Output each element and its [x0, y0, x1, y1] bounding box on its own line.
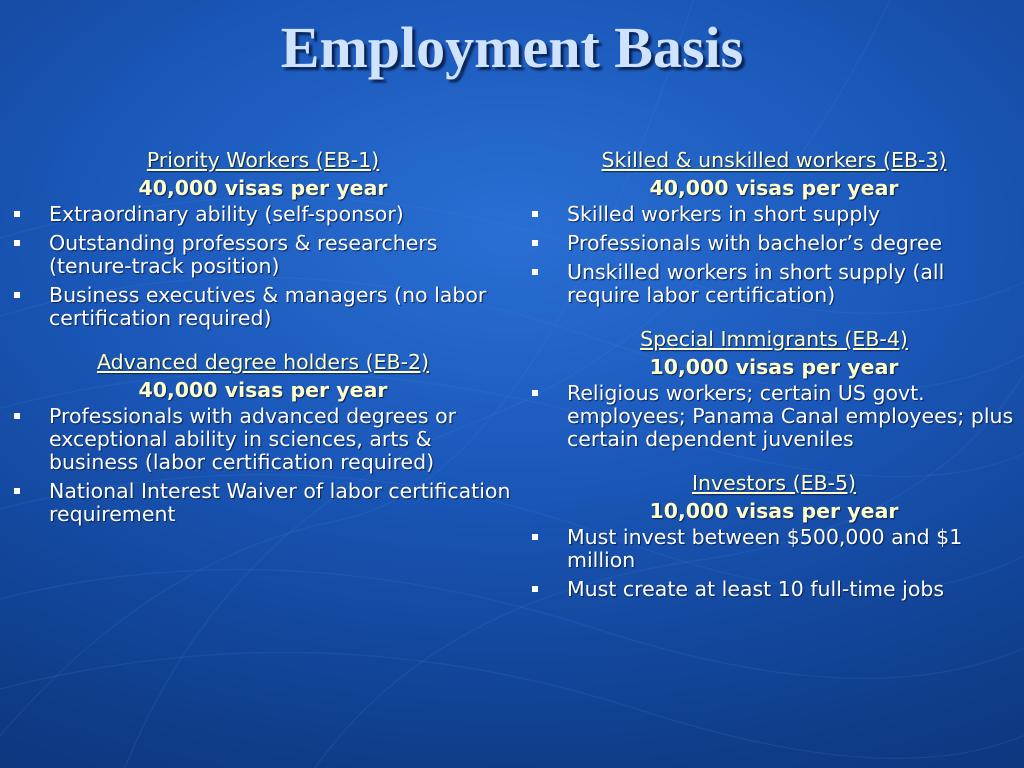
list-item	[10, 480, 516, 526]
eb5-visas: 10,000 visas per year	[649, 499, 899, 523]
eb4-section	[528, 325, 1020, 451]
bullet-text: Extraordinary ability (self-sponsor)	[49, 202, 404, 226]
eb2-section	[10, 348, 516, 526]
eb1-section	[10, 146, 516, 330]
slide-title: Employment Basis	[280, 15, 744, 80]
eb3-section	[528, 146, 1020, 307]
eb2-heading: Advanced degree holders (EB-2)	[96, 350, 430, 374]
eb5-bullet-list	[528, 526, 1020, 601]
bullet-text: Must create at least 10 full-time jobs	[567, 577, 945, 601]
eb5-heading: Investors (EB-5)	[691, 471, 857, 495]
list-item	[528, 232, 1020, 255]
eb4-visas: 10,000 visas per year	[649, 355, 899, 379]
square-bullet-icon	[532, 240, 538, 246]
eb1-bullet-list	[10, 203, 516, 330]
bullet-text: Professionals with bachelor’s degree	[567, 231, 943, 255]
list-item	[10, 203, 516, 226]
bullet-text: National Interest Waiver of labor certification requirement	[49, 479, 511, 526]
eb4-bullet-list	[528, 382, 1020, 451]
bullet-text: Religious workers; certain US govt. employees; Panama Canal employees; plus certain dependent juveniles	[567, 381, 1014, 451]
square-bullet-icon	[14, 292, 20, 298]
square-bullet-icon	[532, 534, 538, 540]
list-item	[10, 232, 516, 278]
list-item	[528, 203, 1020, 226]
square-bullet-icon	[532, 586, 538, 592]
bullet-text: Unskilled workers in short supply (all require labor certification)	[567, 260, 945, 307]
eb3-heading: Skilled & unskilled workers (EB-3)	[601, 148, 947, 172]
square-bullet-icon	[532, 390, 538, 396]
list-item	[528, 526, 1020, 572]
eb4-heading: Special Immigrants (EB-4)	[640, 327, 908, 351]
square-bullet-icon	[14, 413, 20, 419]
square-bullet-icon	[532, 269, 538, 275]
eb5-section	[528, 469, 1020, 601]
square-bullet-icon	[532, 211, 538, 217]
eb2-bullet-list	[10, 405, 516, 526]
square-bullet-icon	[14, 488, 20, 494]
list-item	[528, 578, 1020, 601]
square-bullet-icon	[14, 240, 20, 246]
square-bullet-icon	[14, 211, 20, 217]
eb1-visas: 40,000 visas per year	[138, 176, 388, 200]
right-column	[528, 146, 1020, 619]
eb3-visas: 40,000 visas per year	[649, 176, 899, 200]
eb1-heading: Priority Workers (EB-1)	[146, 148, 380, 172]
list-item	[528, 261, 1020, 307]
list-item	[10, 284, 516, 330]
list-item	[10, 405, 516, 474]
eb3-bullet-list	[528, 203, 1020, 307]
bullet-text: Outstanding professors & researchers (tenure-track position)	[49, 231, 438, 278]
list-item	[528, 382, 1020, 451]
eb2-visas: 40,000 visas per year	[138, 378, 388, 402]
left-column	[10, 146, 516, 544]
bullet-text: Professionals with advanced degrees or exceptional ability in sciences, arts & business (labor certification required)	[49, 404, 457, 474]
bullet-text: Must invest between $500,000 and $1 million	[567, 525, 963, 572]
bullet-text: Business executives & managers (no labor certification required)	[49, 283, 487, 330]
bullet-text: Skilled workers in short supply	[567, 202, 881, 226]
